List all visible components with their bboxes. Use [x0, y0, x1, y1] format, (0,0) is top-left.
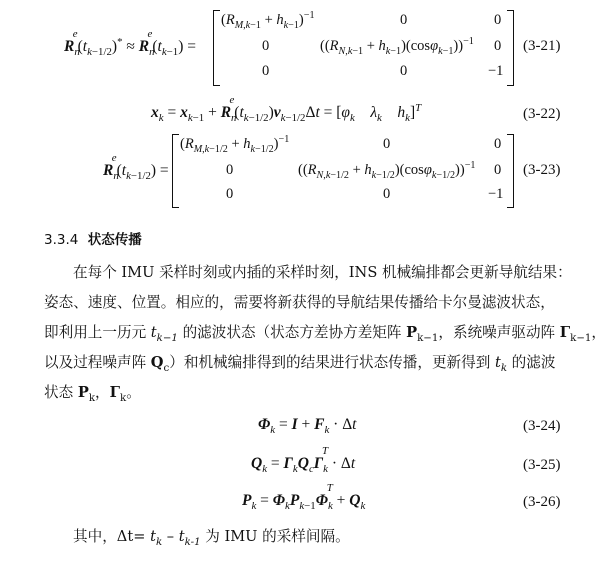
eq-3-23-m32: 0	[383, 186, 391, 202]
equation-3-26: $P_k = \Phi_kP_{k-1}\Phi_k^T + Q_k$	[242, 481, 366, 513]
eq-3-21-m32: 0	[400, 63, 408, 79]
equation-3-22: $x_k = x_{k-1} + R_n^e(t_{k-1/2})v_{k-1/2}\Delta t = [\varphi_k$ $\lambda_k$ $h_k]^T$	[151, 93, 422, 125]
eq-3-21-m22: $((R_{N,k-1} + h_{k-1})(\cos\varphi_{k-1}))^{-1}$	[320, 36, 474, 57]
eq-3-21-left-bracket	[213, 10, 220, 86]
eq-3-21-m12: 0	[400, 12, 408, 28]
eq-number-3-22: (3-22)	[523, 106, 561, 122]
eq-3-23-m12: 0	[383, 136, 391, 152]
eq-3-23-m11: $(R_{M,k-1/2} + h_{k-1/2})^{-1}$	[180, 134, 290, 155]
eq-3-21-m21: 0	[262, 38, 270, 54]
paragraph-line-5: 状态 $P_k$，$\Gamma_k$。	[44, 384, 141, 404]
section-number: 3.3.4	[44, 232, 79, 248]
paragraph-line-3: 即利用上一历元 $t_{k-1}$ 的滤波状态（状态方差协方差矩阵 $P_{k-1}$，系统噪声驱动阵 $\Gamma_{k-1}$，	[44, 324, 607, 344]
section-heading	[44, 228, 142, 248]
eq-number-3-23: (3-23)	[523, 162, 561, 178]
eq-3-21-m33: −1	[488, 63, 504, 79]
eq-3-23-left-bracket	[172, 134, 179, 208]
eq-3-23-m13: 0	[494, 136, 502, 152]
eq-3-23-m22: $((R_{N,k-1/2} + h_{k-1/2})(\cos\varphi_{k-1/2}))^{-1}$	[298, 160, 476, 181]
eq-3-23-m33: −1	[488, 186, 504, 202]
eq-3-23-m31: 0	[226, 186, 234, 202]
eq-3-23-m21: 0	[226, 162, 234, 178]
paragraph-line-4: 以及过程噪声阵 $Q_c$）和机械编排得到的结果进行状态传播，更新得到 $t_k$ 的滤波	[44, 354, 556, 374]
eq-3-21-m31: 0	[262, 63, 270, 79]
eq-3-21-m11: $(R_{M,k-1} + h_{k-1})^{-1}$	[221, 10, 315, 31]
eq-number-3-26: (3-26)	[523, 494, 561, 510]
eq-number-3-21: (3-21)	[523, 38, 561, 54]
section-title: 状态传播	[87, 232, 142, 248]
eq-3-21-lhs-text: $R_n^e(t_{k-1/2})^* \approx R_n^e(t_{k-1})$ =	[64, 27, 196, 59]
equation-3-23-lhs: $R_n^e(t_{k-1/2})$ =	[103, 151, 169, 183]
equation-3-21-lhs	[64, 27, 196, 59]
paragraph-line-1: 在每个 IMU 采样时刻或内插的采样时刻，INS 机械编排都会更新导航结果：	[73, 264, 572, 281]
eq-number-3-24: (3-24)	[523, 418, 561, 434]
eq-3-21-right-bracket	[507, 10, 514, 86]
eq-3-23-m23: 0	[494, 162, 502, 178]
footer-line: 其中，$\Delta t= t_k - t_{k-1}$ 为 IMU 的采样间隔。	[73, 528, 350, 548]
paragraph-line-2: 姿态、速度、位置。相应的，需要将新获得的导航结果传播给卡尔曼滤波状态，	[44, 294, 555, 311]
eq-number-3-25: (3-25)	[523, 457, 561, 473]
eq-3-21-m13: 0	[494, 12, 502, 28]
eq-3-23-right-bracket	[507, 134, 514, 208]
eq-3-21-m23: 0	[494, 38, 502, 54]
equation-3-25: $Q_k = \Gamma_kQ_c\Gamma_k^T \cdot \Delta t$	[251, 444, 356, 476]
equation-3-24: $\Phi_k = I + F_k \cdot \Delta t$	[258, 416, 357, 437]
